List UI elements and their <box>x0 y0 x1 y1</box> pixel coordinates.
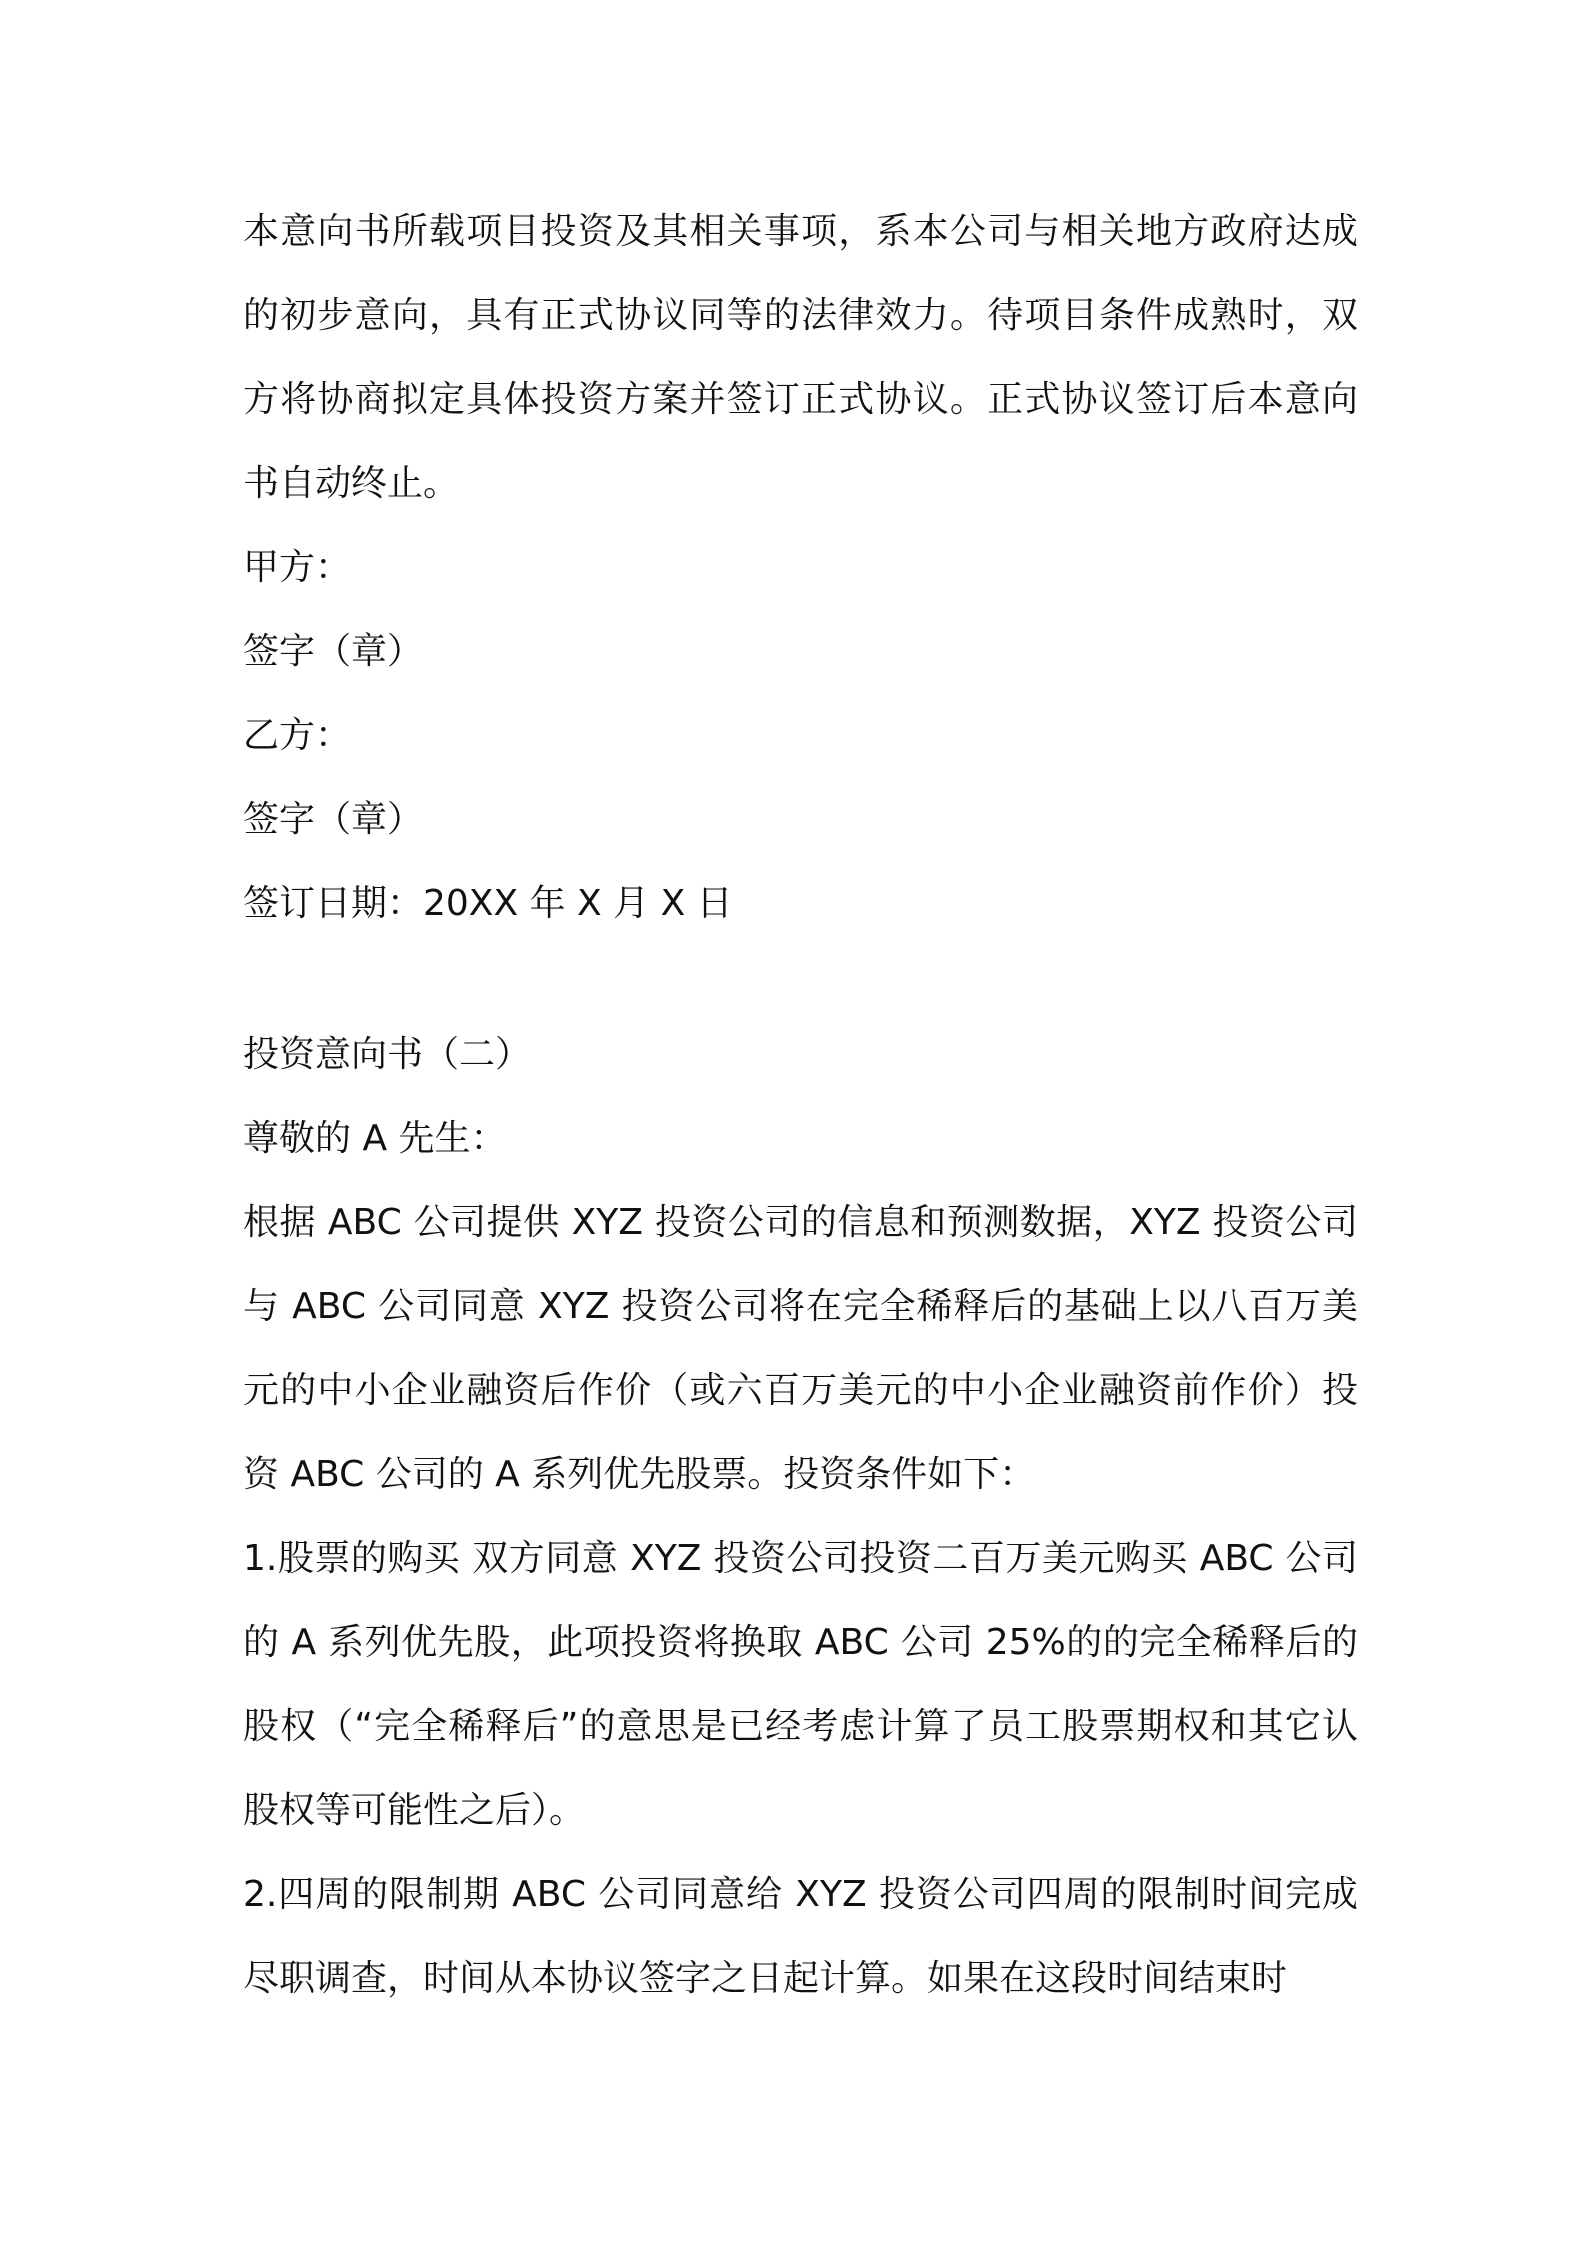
party-b-signature-label: 签字（章） <box>243 799 424 840</box>
party-a-label: 甲方： <box>243 547 352 588</box>
section-title: 投资意向书（二） <box>243 1034 532 1075</box>
body-paragraph: 根据 ABC 公司提供 XYZ 投资公司的信息和预测数据，XYZ 投资公司与 ABC 公司同意 XYZ 投资公司将在完全稀释后的基础上以八百万美元的中小企业融资后作价（或六百万美元的中小企业融资前作价）投资 ABC 公司的 A 系列优先股票。投资条件如下： <box>243 1202 1358 1495</box>
section-spacer <box>243 946 1358 1013</box>
intro-paragraph: 本意向书所载项目投资及其相关事项，系本公司与相关地方政府达成的初步意向，具有正式协议同等的法律效力。待项目条件成熟时，双方将协商拟定具体投资方案并签订正式协议。正式协议签订后本意向书自动终止。 <box>243 211 1358 504</box>
sign-date: 签订日期：20XX 年 X 月 X 日 <box>243 883 733 924</box>
clause-2-restriction-period: 2.四周的限制期 ABC 公司同意给 XYZ 投资公司四周的限制时间完成尽职调查，时间从本协议签字之日起计算。如果在这段时间结束时 <box>243 1874 1358 1999</box>
document-body <box>243 190 1358 2021</box>
party-b-label: 乙方： <box>243 715 352 756</box>
clause-1-stock-purchase: 1.股票的购买 双方同意 XYZ 投资公司投资二百万美元购买 ABC 公司的 A 系列优先股，此项投资将换取 ABC 公司 25%的的完全稀释后的股权（“完全稀释后”的意思是已经考虑计算了员工股票期权和其它认股权等可能性之后）。 <box>243 1538 1358 1831</box>
party-a-signature-label: 签字（章） <box>243 631 424 672</box>
salutation: 尊敬的 A 先生： <box>243 1118 507 1159</box>
